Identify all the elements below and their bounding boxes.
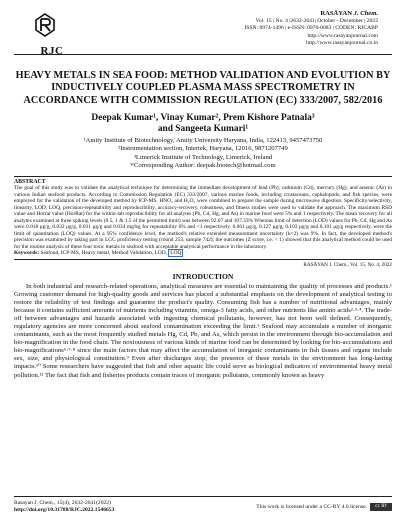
article-dates: RASĀYAN J. Chem., Vol. 15, No. 4, 2022 bbox=[303, 261, 392, 268]
affiliation-1: ¹Amity Institute of Biotechnology, Amity University Haryana, India, 122413, 9457473750 bbox=[83, 137, 323, 145]
affiliations bbox=[14, 137, 392, 170]
keywords: Keywords: Seafood, ICP-MS, Heavy metal, Method Validation, LOD, LOQ bbox=[14, 250, 182, 257]
logo-text: RJC bbox=[40, 45, 64, 57]
journal-name: RASĀYAN J. Chem. bbox=[320, 10, 378, 17]
affiliation-2: ²Instrumentation section, Intertek, Haryana, 12016, 9871207749 bbox=[118, 145, 288, 153]
license bbox=[256, 503, 392, 511]
journal-url-2[interactable]: http://www.rasayanjournal.co.in bbox=[306, 40, 378, 47]
volume-line: Vol. 15 | No. 4 |2632-2641| October - December | 2022 bbox=[255, 17, 378, 24]
highlighted-keyword: LOQ bbox=[170, 250, 182, 257]
article-title: HEAVY METALS IN SEA FOOD: METHOD VALIDATION AND EVOLUTION BY INDUCTIVELY COUPLED PLASMA MASS SPECTROMETRY IN ACCORDANCE WITH COMMISSION REGULATION (EC) 333/2007, 582/2016 bbox=[15, 70, 391, 106]
abstract-heading: ABSTRACT bbox=[14, 179, 46, 186]
header-divider bbox=[14, 54, 392, 55]
journal-logo bbox=[30, 12, 74, 60]
intro-text: In both industrial and research-related operations, analytical measures are essential to maintaining the quality of processes and products.¹ Growing customer demand for high-quality goods and services has placed a substantial emphasis on the development of analytical testing to restore the reliability of test findings and guarantee the product's quality. Consuming fish has a number of nutritional advantages, mainly because it contains sufficient amounts of nutrients including vitamins, omega-3 fatty acids, and other nutrients like amino acids²·³·⁴. The trade-off between advantages and hazards associated with ingesting chemical pollutants, however, has not been well defined. Consequently, regulatory agencies are more concerned about seafood contamination exceeding the limit.⁵ Seafood may accumulate a number of inorganic contaminants, such as the most frequently studied metals Hg, Cd, Pb, and As, which persist in the environment through bio-accumulation and bio-magnification in the food chain. The noxiousness of various kinds of marine food can be determined by looking for bio-accumulations and bio-magnifications⁶·⁷·⁸ since the main factors that may affect the accumulation of inorganic contaminants in fish tissues and organs include sex, size, and physiological constitution.⁹ Even after discharges stop, the presence of these metals in the environment has long-lasting impacts.¹⁰ Some researchers have suggested that fish and other aquatic life could serve as biological indicators of environmental heavy metal pollution.¹¹ The fact that fish and fisheries products contain traces of inorganic pollutants, commonly known as heavy bbox=[14, 282, 392, 379]
abstract-text: The goal of this study was to validate the analytical technique for determining the immediate development of lead (Pb), cadmium (Cd), mercury (Hg), and arsenic (As) in various Indian seafood products. According to Commission Regulation (EC) 333/2007, various marine foods, including crustaceans, cephalopods, and fish species, were employed for the validation of the developed method by ICP-MS. HNO₃ and H₂O₂ were combined to prepare the sample during microwave digestion. Specificity/selectivity, linearity, LOD, LOQ, precision-repeatability and reproducibility, accuracy-recovery, robustness, and fitness studies were used to validate the approach. The maximum RSD value and Horrat value (HorRat) for the within-lab reproducibility for all analytes (Pb, Cd, Hg, and As) in marine food were 5% and 1 respectively. The mean recovery for all analytes examined at three spiking levels (0.5, 1 & 1.5 of the permitted limit) was between 92.67 and 107.33% Whereas limit of detection (LOD) values for Pb, Cd, Hg and As were 0.018 μg/g, 0.032 μg/g, 0.031 μg/g and 0.034 mg/kg for repeatability 6% and <1 respectively. 0.061 μg/g, 0.127 μg/g, 0.103 μg/g and 0.101 μg/g respectively, were the limit of quantitation (LOQ) values. At a 95% confidence level, the method's relative extended measurement uncertainty (k=2) was 9%. In fact, the developed method's precision was examined by taking part in LGC proficiency testing (round 253, sample 742); the outcomes (Z score, i.e. < 1) showed that this analytical method could be used for the routine analysis of these four toxic metals in seafood with acceptable analytical performance in the laboratory. bbox=[14, 185, 392, 250]
license-text: This work is licensed under a CC-BY 4.0 license. bbox=[256, 503, 367, 510]
author-list: Deepak Kumar¹, Vinay Kumar², Prem Kishore Patnala³ and Sangeeta Kumari¹ bbox=[91, 113, 315, 135]
journal-info bbox=[244, 10, 378, 48]
citation: Rasayan J. Chem., 15(4), 2632-2641(2022) http://doi.org/10.31788/RJC.2022.1546653 bbox=[14, 500, 115, 513]
doi-link[interactable]: http://doi.org/10.31788/RJC.2022.1546653 bbox=[14, 507, 115, 513]
abstract-box bbox=[14, 176, 392, 260]
journal-url-1[interactable]: http://www.rasayanjournal.com bbox=[307, 32, 378, 39]
cc-license-icon[interactable]: cc BY bbox=[370, 503, 392, 511]
affiliation-3: ³Limerick Institute of Technology, Limerick, Ireland bbox=[133, 153, 273, 161]
issn-line: ISSN: 0974-1496 | e-ISSN: 0976-0083 | CODEN: RJCABP bbox=[244, 25, 378, 32]
journal-emblem-icon bbox=[30, 12, 60, 38]
page-footer bbox=[14, 496, 392, 519]
corresponding-author: ᵂCorresponding Author: deepak.biotech@hotmail.com bbox=[130, 161, 276, 169]
intro-heading: INTRODUCTION bbox=[172, 271, 234, 281]
